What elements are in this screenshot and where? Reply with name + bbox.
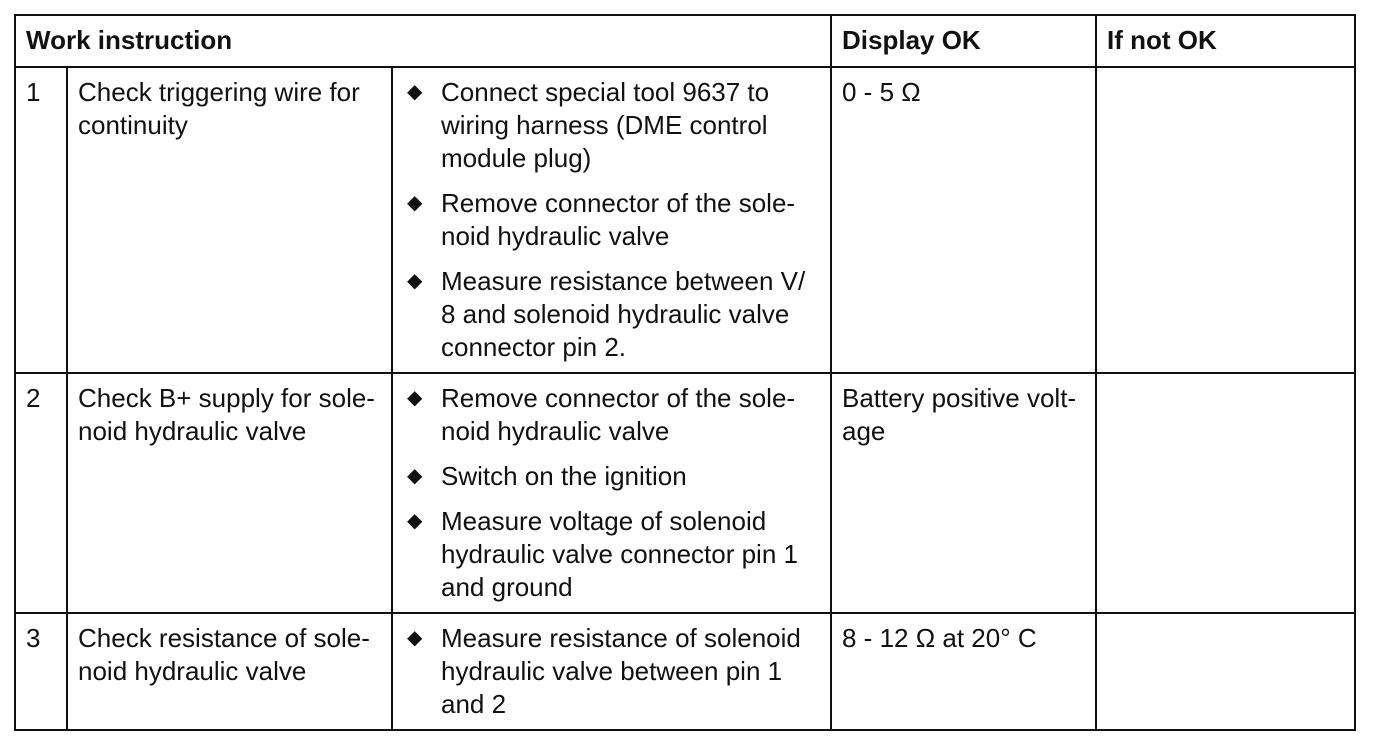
if-not-ok-value [1096, 67, 1355, 373]
row-number: 3 [15, 613, 67, 730]
display-ok-value: 0 - 5 Ω [831, 67, 1096, 373]
diamond-bullet-icon: ◆ [407, 510, 423, 532]
display-ok-value: 8 - 12 Ω at 20° C [831, 613, 1096, 730]
steps-list [403, 382, 820, 604]
list-item [403, 265, 820, 364]
task-description: Check triggering wire for continuity [67, 67, 392, 373]
list-item [403, 76, 820, 175]
step-text: Remove connector of the sole-noid hydraulic valve [441, 188, 796, 251]
work-instruction-table [14, 14, 1356, 731]
header-work-instruction: Work instruction [15, 15, 831, 67]
list-item [403, 460, 820, 493]
steps-cell [392, 373, 831, 613]
diamond-bullet-icon: ◆ [407, 465, 423, 487]
header-if-not-ok: If not OK [1096, 15, 1355, 67]
list-item [403, 382, 820, 448]
table-row [15, 67, 1355, 373]
table-row [15, 373, 1355, 613]
list-item [403, 187, 820, 253]
diamond-bullet-icon: ◆ [407, 627, 423, 649]
diamond-bullet-icon: ◆ [407, 270, 423, 292]
steps-list [403, 622, 820, 721]
list-item [403, 622, 820, 721]
step-text: Switch on the ignition [441, 461, 687, 491]
table-row [15, 613, 1355, 730]
if-not-ok-value [1096, 373, 1355, 613]
step-text: Measure voltage of solenoid hydraulic valve connector pin 1 and ground [441, 506, 798, 602]
diamond-bullet-icon: ◆ [407, 387, 423, 409]
display-ok-value: Battery positive volt-age [831, 373, 1096, 613]
row-number: 1 [15, 67, 67, 373]
steps-cell [392, 613, 831, 730]
step-text: Remove connector of the sole-noid hydraulic valve [441, 383, 796, 446]
diamond-bullet-icon: ◆ [407, 192, 423, 214]
list-item [403, 505, 820, 604]
header-row [15, 15, 1355, 67]
steps-cell [392, 67, 831, 373]
step-text: Connect special tool 9637 to wiring harness (DME control module plug) [441, 77, 770, 173]
task-description: Check resistance of sole-noid hydraulic valve [67, 613, 392, 730]
step-text: Measure resistance between V/ 8 and solenoid hydraulic valve connector pin 2. [441, 266, 806, 362]
header-display-ok: Display OK [831, 15, 1096, 67]
step-text: Measure resistance of solenoid hydraulic valve between pin 1 and 2 [441, 623, 801, 719]
diamond-bullet-icon: ◆ [407, 81, 423, 103]
steps-list [403, 76, 820, 364]
row-number: 2 [15, 373, 67, 613]
task-description: Check B+ supply for sole-noid hydraulic valve [67, 373, 392, 613]
if-not-ok-value [1096, 613, 1355, 730]
